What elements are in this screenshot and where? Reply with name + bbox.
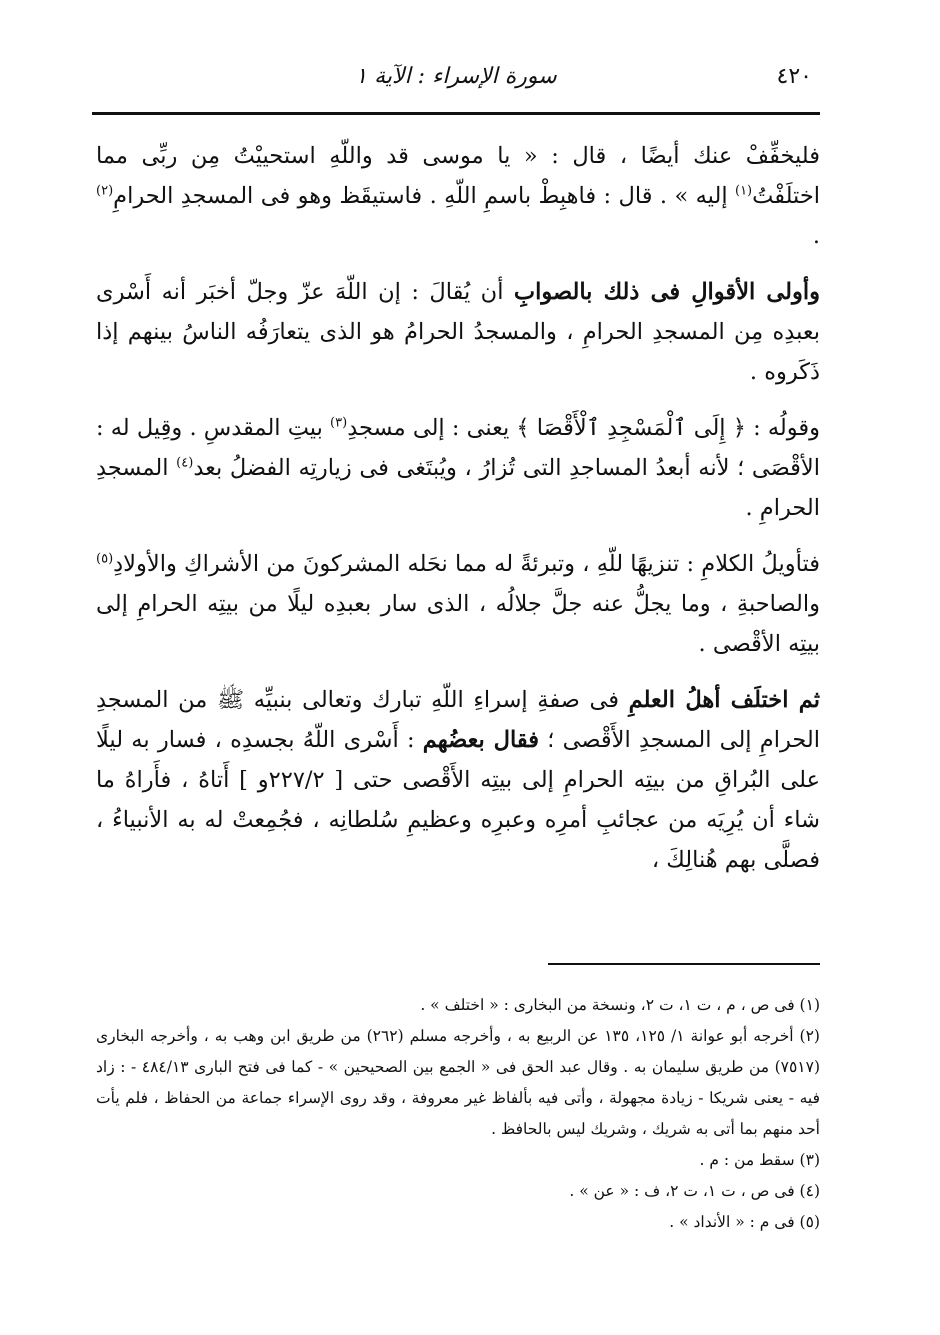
paragraph-1 <box>96 136 820 256</box>
footnote-3: (٣) سقط من : م . <box>699 1151 820 1169</box>
bold-phrase: فقال بعضُهم <box>422 727 540 753</box>
text-span: المسجدِ الحرامِ . <box>96 455 820 521</box>
paragraph-2 <box>96 272 820 392</box>
footnote-1: (١) فى ص ، م ، ت ١، ت ٢، ونسخة من البخارى : « اختلف » . <box>420 996 820 1014</box>
text-span: بيتِ المقدسِ . وقِيل له : الأقْصَى ؛ لأنه أبعدُ المساجدِ التى تُزارُ ، ويُبتَغى فى زيارتِه الفضلُ بعد <box>96 415 820 481</box>
footnote-ref-2: (٢) <box>96 183 114 199</box>
footnote-4: (٤) فى ص ، ت ١، ت ٢، ف : « عن » . <box>569 1182 820 1200</box>
footnote-rule <box>548 963 820 965</box>
text-span: وقولُه : ﴿ إِلَى ٱلْمَسْجِدِ ٱلْأَقْصَا ﴾ يعنى : إلى مسجدِ <box>347 415 820 441</box>
footnote-ref-1: (١) <box>734 183 753 199</box>
text-span: إليه » . قال : فاهبِطْ باسمِ اللّهِ . فاستيقَظ وهو فى المسجدِ الحرامِ <box>113 183 735 209</box>
main-text <box>96 136 820 880</box>
footnotes <box>96 990 820 1238</box>
bold-phrase: وأولى الأقوالِ فى ذلك بالصوابِ <box>513 279 821 305</box>
footnote-ref-3: (٣) <box>330 415 348 431</box>
paragraph-3 <box>96 408 820 528</box>
page-header <box>92 58 820 102</box>
bold-phrase: ثم اختلَف أهلُ العلمِ <box>628 687 821 713</box>
text-span: فليخفِّفْ عنك أيضًا ، قال : « يا موسى قد واللّهِ استحييْتُ مِن ربِّى مما اختلَفْتُ <box>96 143 820 209</box>
header-rule <box>92 112 820 115</box>
footnote-ref-5: (٥) <box>96 551 114 567</box>
page-number: ٤٢٠ <box>776 64 812 89</box>
text-span: . <box>812 223 820 249</box>
running-title: سورة الإسراء : الآية ١ <box>355 64 557 89</box>
text-span: فتأويلُ الكلامِ : تنزيهًا للّهِ ، وتبرئةً له مما نحَله المشركونَ من الأشراكِ والأولادِ <box>113 551 820 577</box>
text-span: أن يُقالَ : إن اللّهَ عزّ وجلّ أخبَر أنه أَسْرى بعبدِه مِن المسجدِ الحرامِ ، والمسجدُ الحرامُ هو الذى يتعارَفُه الناسُ بينهم إذا ذَكَروه . <box>96 279 820 385</box>
text-span: : أَسْرى اللّهُ بجسدِه ، فسار به ليلًا على البُراقِ من بيتِه الحرامِ إلى بيتِه الأَقْصى حتى [ ٢٢٧/٢و ] أَتاهُ ، فأَراهُ ما شاء أن يُرِيَه من عجائبِ أمرِه وعبرِه وعظيمِ سُلطانِه ، فجُمِعتْ له به الأنبياءُ ، فصلَّى بهم هُنالِكَ ، <box>96 727 821 873</box>
text-span: والصاحبةِ ، وما يجلُّ عنه جلَّ جلالُه ، الذى سار بعبدِه ليلًا من بيتِه الحرامِ إلى بيتِه الأقْصى . <box>96 591 820 657</box>
footnote-5: (٥) فى م : « الأنداد » . <box>669 1213 820 1231</box>
paragraph-4 <box>96 544 820 664</box>
footnote-ref-4: (٤) <box>176 455 194 471</box>
paragraph-5 <box>96 680 820 880</box>
footnote-2: (٢) أخرجه أبو عوانة ١/ ١٢٥، ١٣٥ عن الربيع به ، وأخرجه مسلم (٢٦٢) من طريق ابن وهب به ، وأخرجه البخارى (٧٥١٧) من طريق سليمان به . وقال عبد الحق فى « الجمع بين الصحيحين » - كما فى فتح البارى ٤٨٤/١٣ - : زاد فيه - يعنى شريكا - زيادة مجهولة ، وأتى فيه بألفاظ غير معروفة ، وقد روى الإسراء جماعة من الحفاظ ، فلم يأت أحد منهم بما أتى به شريك ، وشريك ليس بالحافظ . <box>96 1027 820 1138</box>
text-span: فى صفةِ إسراءِ اللّهِ تبارك وتعالى بنبيِّه ﷺ من المسجدِ الحرامِ إلى المسجدِ الأَقْصى ؛ <box>96 687 820 753</box>
